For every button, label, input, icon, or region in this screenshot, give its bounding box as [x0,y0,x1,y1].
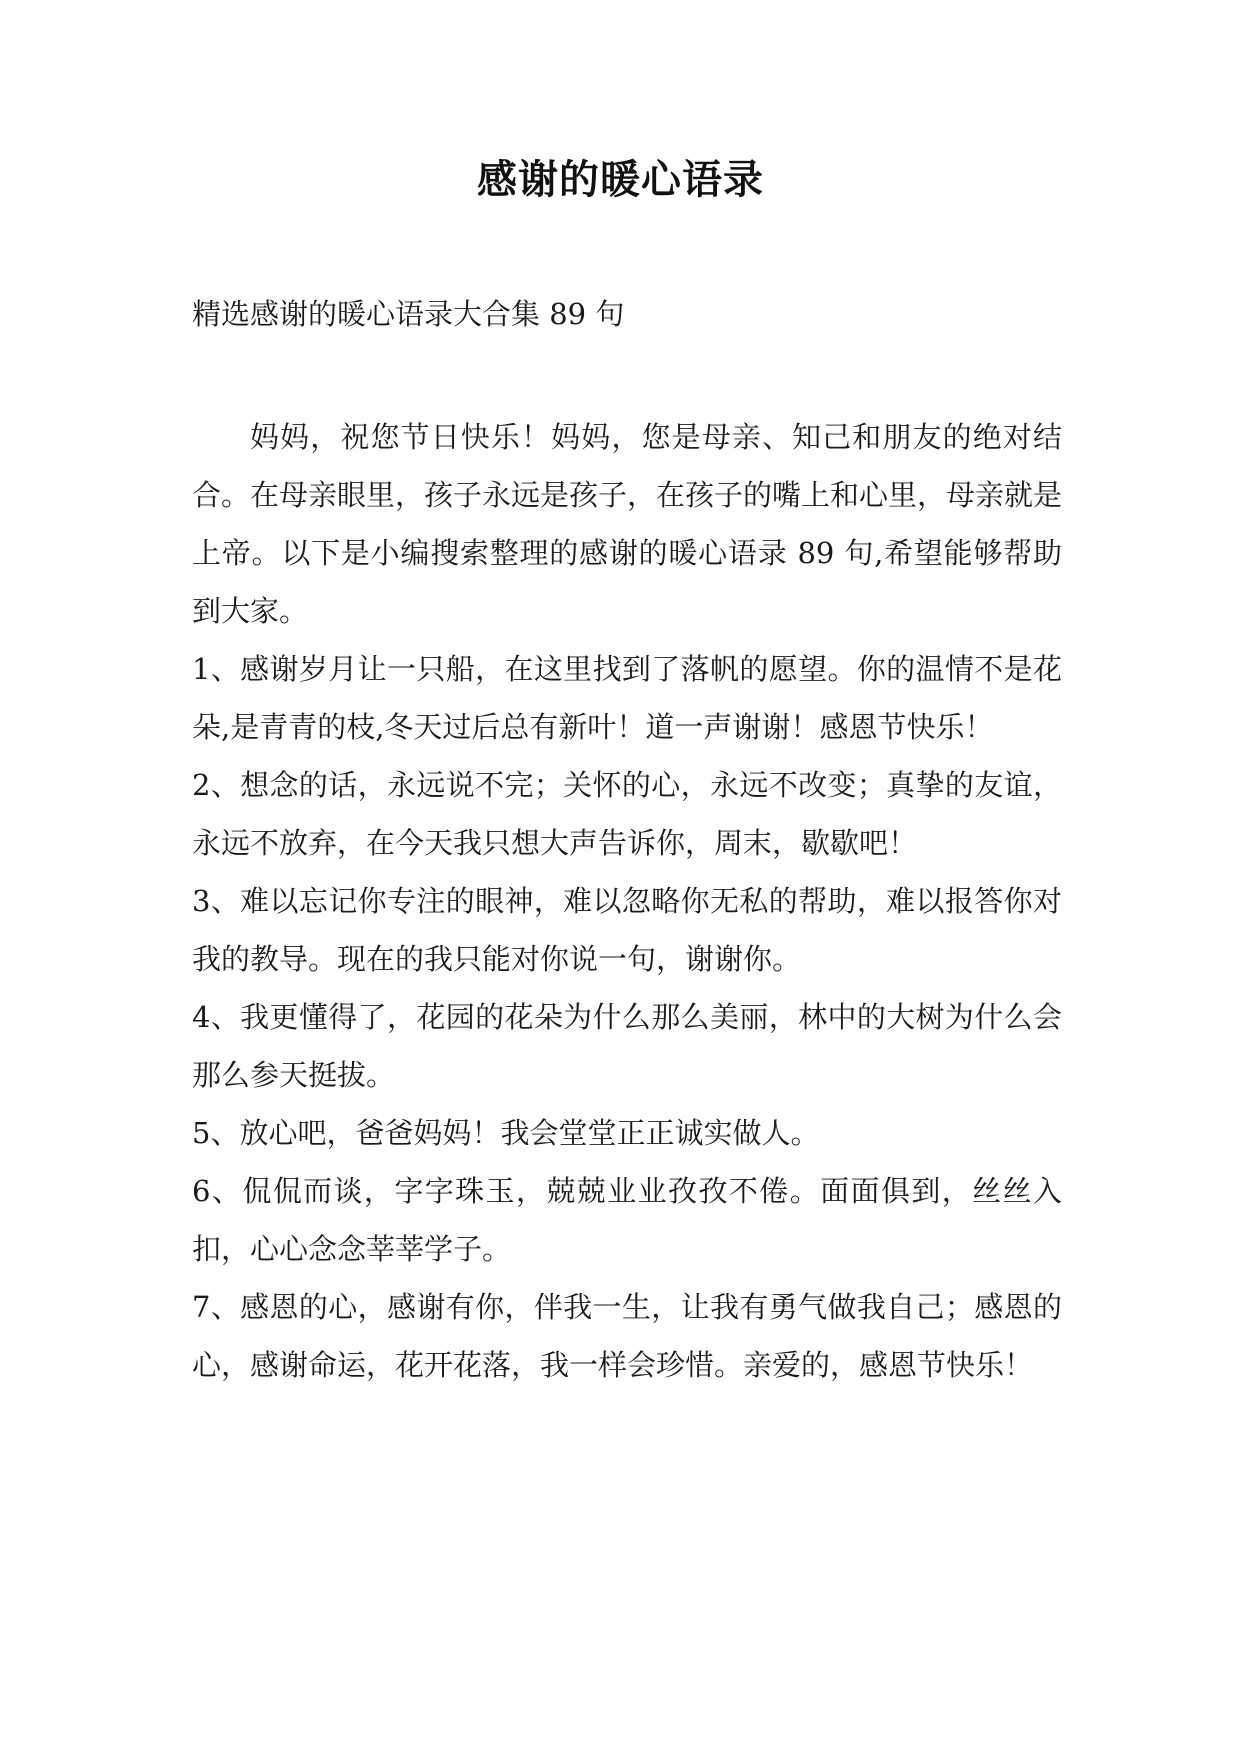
quote-item-1: 1、感谢岁月让一只船，在这里找到了落帆的愿望。你的温情不是花朵,是青青的枝,冬天过后总有新叶！道一声谢谢！感恩节快乐！ [192,652,1062,744]
intro-paragraph: 妈妈，祝您节日快乐！妈妈，您是母亲、知己和朋友的绝对结合。在母亲眼里，孩子永远是孩子，在孩子的嘴上和心里，母亲就是上帝。以下是小编搜索整理的感谢的暖心语录 89 句,希望能够帮助到大家。 [192,420,1063,628]
document-body [192,408,1062,1394]
quote-item-7: 7、感恩的心，感谢有你，伴我一生，让我有勇气做我自己；感恩的心，感谢命运，花开花落，我一样会珍惜。亲爱的，感恩节快乐！ [192,1290,1062,1382]
quote-item-4: 4、我更懂得了，花园的花朵为什么那么美丽，林中的大树为什么会那么参天挺拔。 [192,1000,1062,1092]
document-title: 感谢的暖心语录 [477,157,764,203]
quote-item-5: 5、放心吧，爸爸妈妈！我会堂堂正正诚实做人。 [192,1116,820,1150]
document-subtitle: 精选感谢的暖心语录大合集 89 句 [192,297,625,331]
quote-item-2: 2、想念的话，永远说不完；关怀的心，永远不改变；真挚的友谊，永远不放弃，在今天我只想大声告诉你，周末，歇歇吧！ [192,768,1062,860]
quote-item-3: 3、难以忘记你专注的眼神，难以忽略你无私的帮助，难以报答你对我的教导。现在的我只能对你说一句，谢谢你。 [192,884,1062,976]
quote-item-6: 6、侃侃而谈，字字珠玉，兢兢业业孜孜不倦。面面俱到，丝丝入扣，心心念念莘莘学子。 [192,1174,1062,1266]
